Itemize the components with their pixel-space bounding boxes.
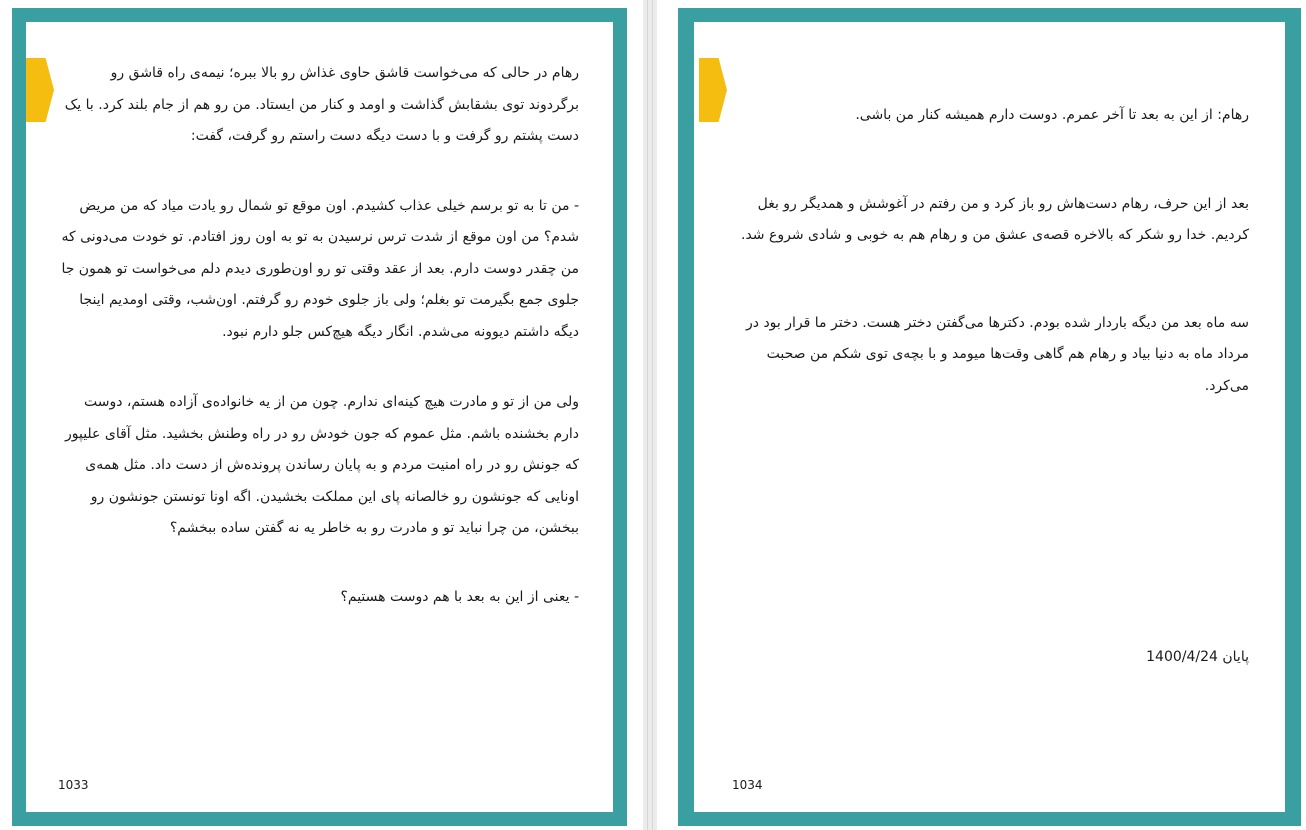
page-number: 1034	[732, 778, 763, 792]
page-number: 1033	[58, 778, 89, 792]
paragraph: رهام در حالی که می‌خواست قاشق حاوی غذاش رو بالا ببره؛ نیمه‌ی راه قاشق رو برگردوند توی بشقابش گذاشت و اومد و کنار من ایستاد. من رو هم از جام بلند کرد. با یک دست پشتم رو گرفت و با دست دیگه دست راستم رو گرفت، گفت:	[64, 65, 579, 144]
paragraph: سه ماه بعد من دیگه باردار شده بودم. دکترها می‌گفتن دختر هست. دختر ما قرار بود در مرداد ماه به دنیا بیاد و رهام هم گاهی وقت‌ها میومد و با بچه‌ی توی شکم من صحبت می‌کرد.	[746, 314, 1249, 394]
paragraph: - من تا به تو برسم خیلی عذاب کشیدم. اون موقع تو شمال رو یادت میاد که من مریض شدم؟ من اون موقع از شدت ترس نرسیدن به تو به اون روز افتادم. تو خودت می‌دونی که من چقدر دوست دارم. بعد از عقد وقتی تو رو اون‌طوری دیدم دلم می‌خواست تو همون جا جلوی جمع بگیرمت تو بغلم؛ ولی باز جلوی خودم رو گرفتم. اون‌شب، وقتی اومدیم اینجا دیگه داشتم دیوونه می‌شدم. انگار دیگه هیچ‌کس جلو دارم نبود.	[61, 197, 579, 340]
bookmark-icon[interactable]	[26, 58, 54, 122]
paragraph: بعد از این حرف، رهام دست‌هاش رو باز کرد و من رفتم در آغوشش و همدیگر رو بغل کردیم. خدا رو شکر که بالاخره قصه‌ی عشق من و رهام هم به خوبی و شادی شروع شد.	[741, 195, 1249, 243]
page-text	[56, 58, 579, 613]
paragraph: ولی من از تو و مادرت هیچ کینه‌ای ندارم. چون من از یه خانواده‌ی آزاده هستم، دوست دارم بخشنده باشم. مثل عموم که جون خودش رو در راه وطنش بخشید. مثل آقای علیپور که جونش رو در راه امنیت مردم و به پایان رساندن پرونده‌ش از دست داد. مثل همه‌ی اونایی که جونشون رو خالصانه پای این مملکت بخشیدن. اگه اونا تونستن جونشون رو ببخشن، من چرا نباید تو و مادرت رو به خاطر یه نه گفتن ساده ببخشم؟	[64, 394, 579, 536]
page-divider	[643, 0, 657, 830]
paragraph: - یعنی از این به بعد با هم دوست هستیم؟	[340, 588, 579, 605]
page-left[interactable]	[12, 8, 627, 826]
page-sheet	[26, 22, 613, 812]
end-note: پایان 1400/4/24	[1146, 649, 1249, 665]
page-text	[728, 100, 1249, 674]
paragraph: رهام: از این به بعد تا آخر عمرم. دوست دارم همیشه کنار من باشی.	[855, 107, 1249, 123]
bookmark-icon[interactable]	[699, 58, 727, 122]
page-sheet	[694, 22, 1285, 812]
page-right[interactable]	[678, 8, 1301, 826]
